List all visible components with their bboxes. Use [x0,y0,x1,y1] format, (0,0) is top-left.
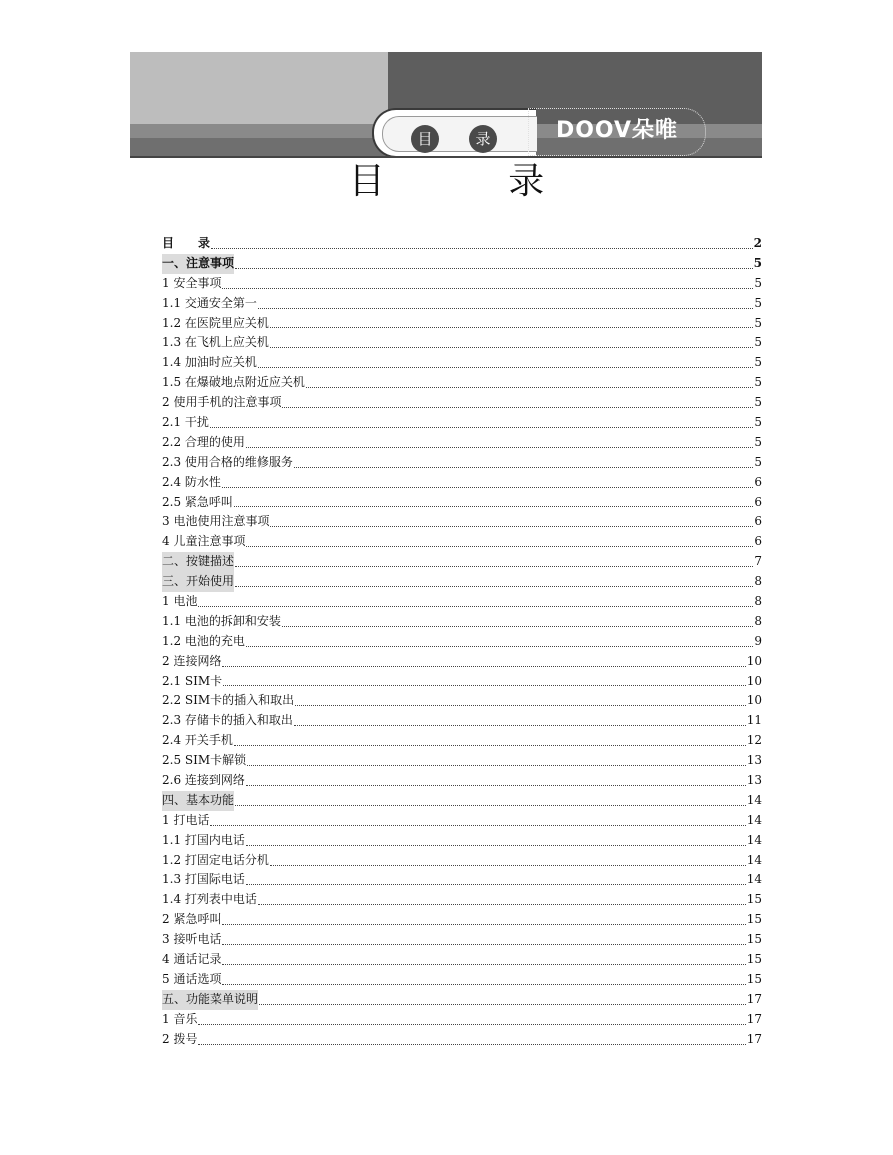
toc-entry-page: 14 [746,852,762,867]
toc-entry-page: 10 [746,673,762,688]
toc-entry[interactable] [162,851,762,871]
toc-entry-page: 5 [754,434,762,449]
toc-dot-leader [235,267,753,269]
toc-entry[interactable] [162,552,762,572]
toc-entry-page: 14 [746,872,762,887]
tab-char-2: 录 [469,125,497,153]
toc-entry-label: 二、按键描述 [162,552,234,572]
toc-entry-page: 15 [746,952,762,967]
toc-dot-leader [210,426,753,428]
toc-entry[interactable] [162,294,762,314]
toc-dot-leader [246,645,753,647]
toc-dot-leader [235,804,746,806]
toc-entry-page: 15 [746,912,762,927]
toc-entry[interactable] [162,811,762,831]
toc-entry-label: 1.1 打国内电话 [162,832,245,847]
toc-dot-leader [198,1043,745,1045]
toc-dot-leader [270,326,753,328]
toc-dot-leader [294,724,746,726]
toc-entry-label: 1.2 电池的充电 [162,633,245,648]
toc-entry-label: 2.3 使用合格的维修服务 [162,454,293,469]
toc-entry-label: 五、功能菜单说明 [162,990,258,1010]
toc-entry[interactable] [162,731,762,751]
toc-entry-label: 1 打电话 [162,812,210,827]
toc-entry-label: 2.5 SIM卡解锁 [162,753,247,768]
tab-char-1: 目 [411,125,439,153]
toc-entry-page: 5 [754,275,762,290]
toc-entry[interactable] [162,353,762,373]
toc-entry-page: 5 [754,415,762,429]
toc-dot-leader [258,366,753,368]
toc-dot-leader [198,1023,745,1025]
toc-entry-page: 5 [754,315,762,330]
toc-entry-label: 1 安全事项 [162,275,222,290]
toc-entry-page: 9 [754,633,762,648]
toc-entry-label: 2.2 合理的使用 [162,434,245,449]
toc-entry[interactable] [162,393,762,413]
toc-entry[interactable] [162,831,762,851]
toc-entry[interactable] [162,652,762,672]
toc-entry-page: 14 [746,792,762,807]
toc-entry-page: 8 [754,574,762,589]
toc-dot-leader [234,505,753,507]
toc-entry-label: 2.5 紧急呼叫 [162,494,233,509]
header-tab [372,108,536,156]
toc-entry-page: 8 [754,594,762,609]
toc-entry-label: 2.6 连接到网络 [162,773,245,788]
toc-entry-page: 17 [746,1031,762,1046]
toc-entry[interactable] [162,254,762,274]
toc-entry[interactable] [162,771,762,791]
toc-entry-label: 1.5 在爆破地点附近应关机 [162,375,305,390]
toc-entry[interactable] [162,990,762,1010]
toc-entry[interactable] [162,473,762,493]
toc-dot-leader [222,923,745,925]
toc-entry-label: 1.4 加油时应关机 [162,355,257,370]
toc-entry[interactable] [162,791,762,811]
toc-entry-label: 2.4 开关手机 [162,733,233,748]
toc-entry-label: 1.1 电池的拆卸和安装 [162,613,281,628]
toc-dot-leader [270,525,753,527]
toc-entry[interactable] [162,950,762,970]
toc-entry-label: 2 使用手机的注意事项 [162,395,282,410]
toc-dot-leader [270,346,753,348]
toc-dot-leader [259,1003,746,1005]
toc-entry-page: 7 [754,554,762,569]
toc-entry[interactable] [162,711,762,731]
toc-entry-page: 8 [754,613,762,628]
toc-entry-page: 17 [746,1011,762,1026]
toc-entry-label: 2 拨号 [162,1031,198,1046]
toc-entry-label: 3 接听电话 [162,932,222,947]
toc-entry-page: 10 [746,693,762,708]
toc-entry-label: 2.4 防水性 [162,474,221,489]
toc-dot-leader [294,466,753,468]
toc-dot-leader [223,684,746,686]
toc-entry[interactable] [162,751,762,771]
toc-entry[interactable] [162,1010,762,1030]
toc-dot-leader [210,824,745,826]
toc-entry-label: 四、基本功能 [162,791,234,811]
toc-entry[interactable] [162,532,762,552]
toc-entry[interactable] [162,413,762,433]
toc-dot-leader [235,565,753,567]
toc-dot-leader [235,585,753,587]
toc-dot-leader [246,446,753,448]
toc-entry-label: 1.4 打列表中电话 [162,892,257,907]
toc-entry-page: 6 [754,494,762,509]
toc-entry[interactable] [162,274,762,294]
toc-dot-leader [246,545,753,547]
toc-dot-leader [306,386,753,388]
toc-entry-label: 三、开始使用 [162,572,234,592]
toc-entry-page: 5 [754,375,762,390]
toc-entry-page: 6 [754,514,762,529]
toc-dot-leader [247,764,746,766]
toc-entry[interactable] [162,373,762,393]
toc-entry-label: 目 录 [162,235,211,250]
brand-logo: DOOV朵唯 [528,108,706,156]
toc-entry-page: 13 [746,753,762,768]
toc-entry-label: 2.2 SIM卡的插入和取出 [162,693,295,708]
toc-entry-page: 10 [746,653,762,668]
header-banner [130,52,762,156]
toc-entry-page: 5 [754,355,762,370]
toc-entry-page: 6 [754,534,762,549]
toc-entry[interactable] [162,910,762,930]
toc-entry-label: 1.2 打固定电话分机 [162,852,269,867]
toc-entry-label: 1 电池 [162,594,198,609]
toc-entry[interactable] [162,453,762,473]
toc-entry-page: 15 [746,971,762,986]
toc-entry-page: 15 [746,932,762,947]
toc-entry-label: 1 音乐 [162,1011,198,1026]
toc-dot-leader [258,307,753,309]
toc-entry-page: 14 [746,812,762,827]
toc-dot-leader [222,486,753,488]
toc-entry[interactable] [162,672,762,692]
toc-dot-leader [222,983,745,985]
toc-entry-label: 2.3 存储卡的插入和取出 [162,713,293,728]
toc-entry[interactable] [162,890,762,910]
toc-entry-page: 5 [754,395,762,410]
toc-dot-leader [211,247,753,249]
toc-entry-page: 11 [746,713,762,728]
toc-entry-label: 2.1 干扰 [162,415,209,429]
toc-entry-label: 一、注意事项 [162,254,234,274]
toc-dot-leader [222,963,745,965]
toc-dot-leader [222,665,745,667]
toc-entry-page: 6 [754,474,762,489]
toc-entry-page: 5 [754,454,762,469]
toc-entry[interactable] [162,930,762,950]
toc-entry-page: 17 [746,991,762,1006]
toc-entry-label: 1.2 在医院里应关机 [162,315,269,330]
toc-entry-label: 4 儿童注意事项 [162,534,246,549]
toc-entry-page: 5 [753,255,762,270]
toc-dot-leader [295,704,746,706]
toc-entry-label: 2.1 SIM卡 [162,673,223,688]
toc-entry-label: 4 通话记录 [162,952,222,967]
toc-dot-leader [270,864,746,866]
table-of-contents [162,234,762,1050]
toc-entry[interactable] [162,612,762,632]
toc-entry-label: 1.3 在飞机上应关机 [162,335,269,350]
toc-entry[interactable] [162,333,762,353]
page-title: 目 录 [348,161,601,202]
toc-entry[interactable] [162,970,762,990]
toc-dot-leader [246,844,746,846]
toc-entry-label: 5 通话选项 [162,971,222,986]
toc-dot-leader [246,784,746,786]
toc-entry-page: 14 [746,832,762,847]
toc-entry-page: 5 [754,335,762,350]
toc-dot-leader [198,605,753,607]
toc-dot-leader [222,943,745,945]
toc-entry[interactable] [162,493,762,513]
toc-entry[interactable] [162,314,762,334]
toc-entry-label: 2 连接网络 [162,653,222,668]
toc-entry[interactable] [162,234,762,254]
toc-dot-leader [246,883,746,885]
toc-dot-leader [222,287,753,289]
toc-entry[interactable] [162,512,762,532]
toc-entry-page: 13 [746,773,762,788]
toc-entry[interactable] [162,871,762,891]
toc-entry-page: 5 [754,295,762,310]
toc-entry-label: 1.1 交通安全第一 [162,295,257,310]
toc-entry-label: 1.3 打国际电话 [162,872,245,887]
toc-dot-leader [258,903,746,905]
toc-entry[interactable] [162,691,762,711]
toc-dot-leader [282,406,753,408]
header-tab-inner [382,116,537,152]
toc-entry-page: 12 [746,733,762,748]
toc-entry[interactable] [162,1030,762,1050]
toc-entry-label: 3 电池使用注意事项 [162,514,270,529]
toc-entry-page: 15 [746,892,762,907]
toc-entry[interactable] [162,592,762,612]
toc-dot-leader [234,744,746,746]
toc-entry-label: 2 紧急呼叫 [162,912,222,927]
toc-dot-leader [282,625,753,627]
toc-entry[interactable] [162,572,762,592]
toc-entry[interactable] [162,433,762,453]
toc-entry[interactable] [162,632,762,652]
toc-entry-page: 2 [753,235,762,250]
